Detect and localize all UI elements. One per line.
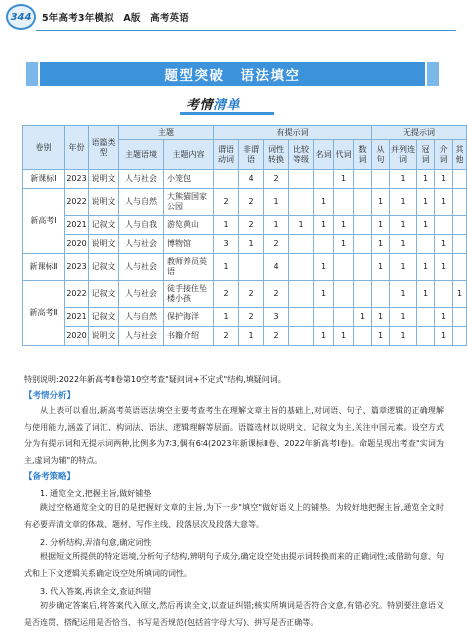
cell-value: 2 <box>239 189 264 216</box>
cell-value: 1 <box>372 189 390 216</box>
strategy-3-title: 3. 代入答案,再读全文,查证纠错 <box>40 587 152 596</box>
col-theme-context: 主题语境 <box>119 140 164 170</box>
cell-value <box>289 170 314 189</box>
cell-value <box>354 327 372 346</box>
col-year: 年份 <box>65 126 89 170</box>
col-no-2: 冠词 <box>417 140 435 170</box>
cell-value: 1 <box>453 281 467 308</box>
cell-value <box>289 254 314 281</box>
cell-value <box>453 189 467 216</box>
section-title-underline <box>180 112 274 115</box>
table-row <box>23 189 467 216</box>
cell-context: 人与自我 <box>119 216 164 235</box>
cell-year: 2020 <box>65 235 89 254</box>
cell-value: 1 <box>390 281 417 308</box>
cell-value: 1 <box>390 189 417 216</box>
cell-value <box>417 308 435 327</box>
cell-context: 人与自然 <box>119 308 164 327</box>
strategy-title: 【备考策略】 <box>24 472 76 482</box>
cell-value <box>372 170 390 189</box>
cell-value: 1 <box>390 170 417 189</box>
cell-value: 1 <box>354 308 372 327</box>
cell-year: 2022 <box>65 281 89 308</box>
cell-value: 1 <box>214 254 239 281</box>
cell-value: 1 <box>334 216 354 235</box>
table-row <box>23 281 467 308</box>
cell-context: 人与社会 <box>119 170 164 189</box>
cell-value <box>453 170 467 189</box>
cell-value <box>354 216 372 235</box>
page-number-badge: 344 <box>6 4 36 30</box>
cell-value: 1 <box>264 189 289 216</box>
page-header <box>0 0 467 34</box>
cell-year: 2020 <box>65 327 89 346</box>
cell-value: 2 <box>264 235 289 254</box>
cell-value: 1 <box>372 254 390 281</box>
cell-value <box>354 235 372 254</box>
cell-value: 2 <box>239 281 264 308</box>
col-with-6: 数词 <box>354 140 372 170</box>
header-divider <box>36 30 456 31</box>
strategy-2-text: 根据短文所提供的特定语境,分析句子结构,辨明句子成分,确定设空处由提示词转换而来的正确词性;或借助句意、句式和上下文逻辑关系确定设空处所填词的词性。 <box>24 552 444 578</box>
cell-context: 人与社会 <box>119 327 164 346</box>
col-theme: 主题 <box>119 126 214 140</box>
cell-value <box>354 281 372 308</box>
cell-value: 1 <box>314 189 334 216</box>
cell-value <box>354 170 372 189</box>
cell-value <box>314 170 334 189</box>
cell-value: 1 <box>435 235 453 254</box>
cell-content: 保护海洋 <box>164 308 214 327</box>
cell-value: 2 <box>214 281 239 308</box>
cell-year: 2023 <box>65 170 89 189</box>
cell-value: 1 <box>417 189 435 216</box>
cell-content: 教师养员英语 <box>164 254 214 281</box>
cell-year: 2022 <box>65 189 89 216</box>
cell-value: 3 <box>264 308 289 327</box>
cell-value: 1 <box>390 235 417 254</box>
strategy-1-text: 跳过空格通览全文的目的是把握好文章的主旨,为下一步"填空"做好语义上的铺垫。为较好地把握主旨,通览全文时有必要弄清文章的体裁、题材、写作主线、段落层次及段落大意等。 <box>24 503 444 529</box>
cell-year: 2021 <box>65 308 89 327</box>
cell-genre: 记叙文 <box>89 281 119 308</box>
cell-value: 1 <box>390 254 417 281</box>
cell-value: 1 <box>314 281 334 308</box>
cell-value <box>453 308 467 327</box>
cell-value: 2 <box>264 281 289 308</box>
cell-value: 1 <box>264 216 289 235</box>
cell-value <box>289 308 314 327</box>
col-genre: 语篇类型 <box>89 126 119 170</box>
cell-value <box>453 235 467 254</box>
cell-value: 4 <box>239 170 264 189</box>
cell-value <box>314 308 334 327</box>
cell-value <box>289 235 314 254</box>
cell-value: 1 <box>390 308 417 327</box>
cell-genre: 说明文 <box>89 189 119 216</box>
strategy-1-title: 1. 通览全文,把握主旨,做好铺垫 <box>40 489 152 498</box>
analysis-text: 从上表可以看出,新高考英语语法填空主要考查考生在理解文章主旨的基础上,对词语、句子、篇章逻辑的正确理解与使用能力,涵盖了词汇、构词法、语法、逻辑理解等层面。语篇选材以说明文、记叙文为主,关注中国元素。设空方式分为有提示词和无提示词两种,比例多为7∶3,偶有6∶4(2023年新课标Ⅱ卷、2022年新高考Ⅰ卷)。命题呈现出考查"实词为主,虚词为辅"的特点。 <box>24 406 444 465</box>
cell-genre: 记叙文 <box>89 216 119 235</box>
col-with-0: 谓语动词 <box>214 140 239 170</box>
cell-value <box>372 281 390 308</box>
cell-year: 2021 <box>65 216 89 235</box>
cell-value: 1 <box>372 308 390 327</box>
cell-juan: 新课标Ⅱ <box>23 254 65 281</box>
cell-value: 4 <box>264 254 289 281</box>
cell-value: 2 <box>239 216 264 235</box>
cell-value: 1 <box>214 308 239 327</box>
col-with-1: 非谓语 <box>239 140 264 170</box>
strategy-3-text: 初步确定答案后,将答案代入原文,然后再读全文,以查证纠错;核实所填词是否符合文意,有错必究。特别要注意语义是否连贯、搭配运用是否恰当、书写是否规范(包括首字母大写)、拼写是否正确等。 <box>24 601 444 627</box>
cell-value <box>435 281 453 308</box>
section-title-a: 考情 <box>186 97 214 113</box>
cell-value: 1 <box>314 327 334 346</box>
table-row <box>23 308 467 327</box>
cell-value: 1 <box>289 216 314 235</box>
table-row <box>23 216 467 235</box>
cell-value: 2 <box>264 327 289 346</box>
cell-value <box>417 327 435 346</box>
cell-genre: 记叙文 <box>89 254 119 281</box>
cell-content: 游览黄山 <box>164 216 214 235</box>
cell-context: 人与社会 <box>119 281 164 308</box>
col-with-2: 词性转换 <box>264 140 289 170</box>
cell-context: 人与自然 <box>119 189 164 216</box>
col-no-hint: 无提示词 <box>372 126 467 140</box>
cell-value <box>334 254 354 281</box>
cell-value: 1 <box>417 216 435 235</box>
col-no-4: 其他 <box>453 140 467 170</box>
section-title <box>186 94 240 112</box>
cell-value <box>417 235 435 254</box>
cell-value: 1 <box>417 170 435 189</box>
cell-genre: 说明文 <box>89 235 119 254</box>
analysis-title: 【考情分析】 <box>24 391 76 401</box>
cell-value: 2 <box>214 327 239 346</box>
cell-value: 2 <box>239 308 264 327</box>
col-no-0: 从句 <box>372 140 390 170</box>
cell-value: 1 <box>417 281 435 308</box>
cell-value <box>453 254 467 281</box>
special-note: 特别说明:2022年新高考Ⅱ卷第10空考查"疑问词+不定式"结构,填疑问词。 <box>24 375 286 384</box>
cell-value <box>289 327 314 346</box>
edition-label: A版 <box>123 13 141 24</box>
cell-content: 博物馆 <box>164 235 214 254</box>
cell-content: 徒手接住坠楼小孩 <box>164 281 214 308</box>
cell-context: 人与社会 <box>119 254 164 281</box>
col-with-hint: 有提示词 <box>214 126 372 140</box>
cell-value <box>435 216 453 235</box>
table-row <box>23 254 467 281</box>
cell-value: 1 <box>435 189 453 216</box>
table-row <box>23 327 467 346</box>
cell-genre: 说明文 <box>89 327 119 346</box>
cell-content: 小笼包 <box>164 170 214 189</box>
cell-value: 1 <box>372 235 390 254</box>
table-row <box>23 235 467 254</box>
cell-value: 1 <box>417 254 435 281</box>
col-with-4: 名词 <box>314 140 334 170</box>
series-name: 5年高考3年模拟 <box>42 13 114 24</box>
cell-context: 人与社会 <box>119 235 164 254</box>
cell-value <box>314 235 334 254</box>
cell-value <box>239 254 264 281</box>
cell-value: 1 <box>314 216 334 235</box>
banner-part1: 题型突破 <box>164 68 225 84</box>
cell-value <box>334 189 354 216</box>
cell-value <box>453 327 467 346</box>
cell-value: 2 <box>264 170 289 189</box>
col-no-3: 介词 <box>435 140 453 170</box>
cell-value: 1 <box>239 235 264 254</box>
chapter-banner <box>40 62 425 86</box>
table-row <box>23 170 467 189</box>
cell-genre: 记叙文 <box>89 308 119 327</box>
book-title <box>42 10 195 24</box>
cell-value: 1 <box>214 216 239 235</box>
banner-part2: 语法填空 <box>240 68 301 84</box>
cell-value: 1 <box>372 327 390 346</box>
cell-year: 2023 <box>65 254 89 281</box>
cell-value: 1 <box>435 254 453 281</box>
cell-value <box>289 281 314 308</box>
cell-juan: 新高考Ⅰ <box>23 189 65 254</box>
cell-value: 1 <box>435 170 453 189</box>
cell-content: 书籍介绍 <box>164 327 214 346</box>
cell-value <box>354 189 372 216</box>
cell-content: 大熊猫国家公园 <box>164 189 214 216</box>
col-theme-content: 主题内容 <box>164 140 214 170</box>
cell-value <box>453 216 467 235</box>
col-with-5: 代词 <box>334 140 354 170</box>
strategy-2-title: 2. 分析结构,弄清句意,确定词性 <box>40 538 152 547</box>
cell-value <box>289 189 314 216</box>
cell-value <box>334 281 354 308</box>
subject-label: 高考英语 <box>150 13 189 24</box>
col-with-3: 比较等级 <box>289 140 314 170</box>
cell-value: 2 <box>214 189 239 216</box>
cell-genre: 说明文 <box>89 170 119 189</box>
cell-value: 3 <box>214 235 239 254</box>
cell-value: 1 <box>334 235 354 254</box>
cell-value: 1 <box>314 254 334 281</box>
section-title-b: 清单 <box>213 97 241 113</box>
col-juanbie: 卷别 <box>23 126 65 170</box>
cell-value <box>354 254 372 281</box>
cell-value: 1 <box>334 327 354 346</box>
cell-value: 1 <box>390 327 417 346</box>
cell-value <box>214 170 239 189</box>
cell-value: 1 <box>435 308 453 327</box>
cell-value: 1 <box>390 216 417 235</box>
cell-juan: 新课标Ⅰ <box>23 170 65 189</box>
cell-value: 1 <box>334 170 354 189</box>
cell-value: 1 <box>435 327 453 346</box>
exam-table <box>22 125 467 346</box>
cell-value <box>334 308 354 327</box>
col-no-1: 并列连词 <box>390 140 417 170</box>
cell-juan: 新高考Ⅱ <box>23 281 65 346</box>
cell-value: 1 <box>372 216 390 235</box>
cell-value: 1 <box>239 327 264 346</box>
